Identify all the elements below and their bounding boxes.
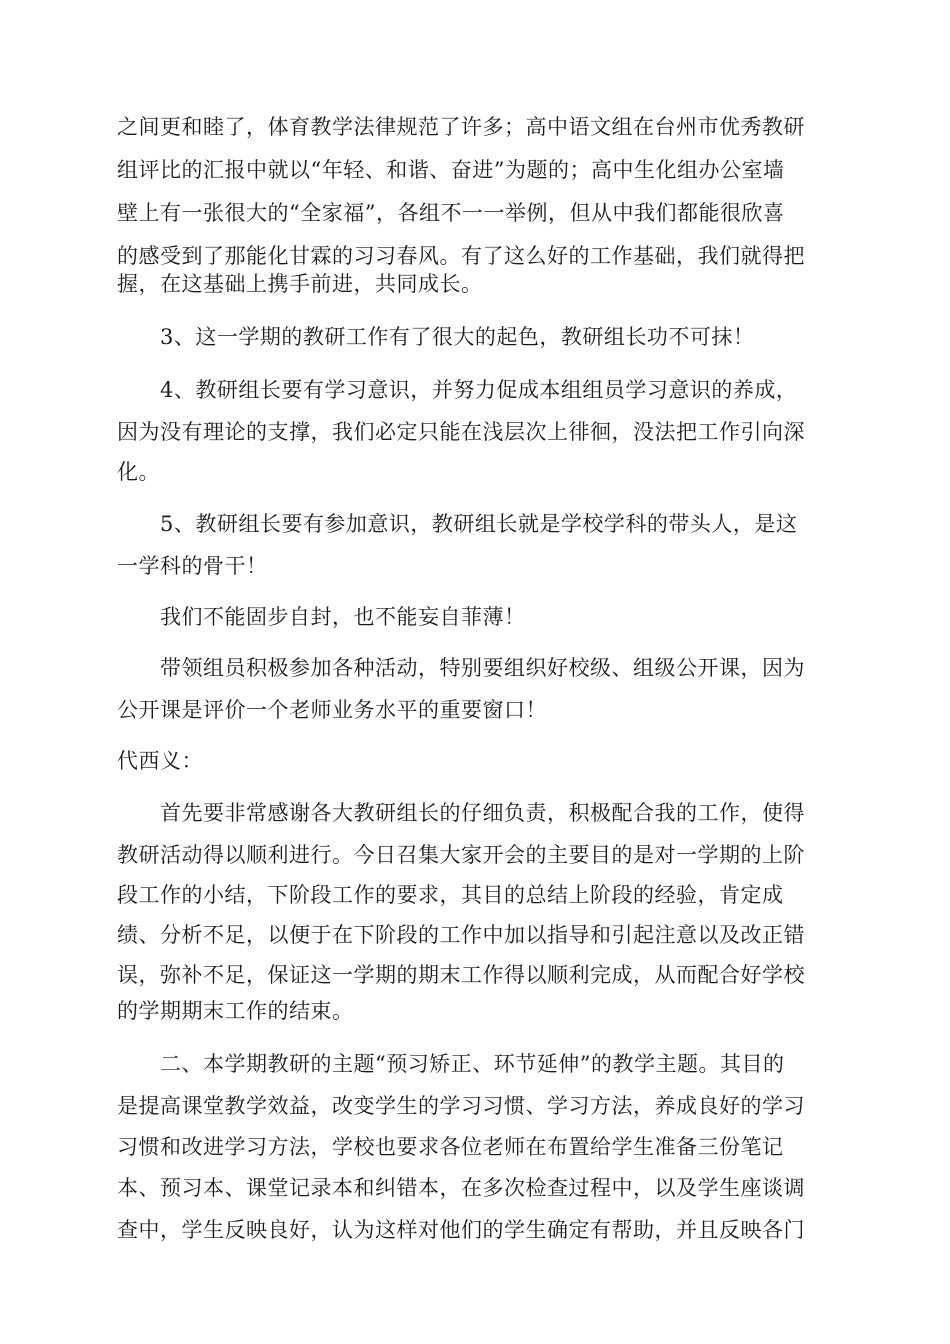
text-line: 化。 — [117, 460, 160, 484]
text-line: 是提高课堂教学效益，改变学生的学习习惯、学习方法，养成良好的学习 — [117, 1094, 805, 1118]
text-line: 查中，学生反映良好，认为这样对他们的学生确定有帮助，并且反映各门 — [117, 1218, 805, 1242]
text-line: 壁上有一张很大的“全家福”，各组不一一举例，但从中我们都能很欣喜 — [117, 201, 785, 225]
text-line: 之间更和睦了，体育教学法律规范了许多；高中语文组在台州市优秀教研 — [117, 115, 805, 139]
speaker-name: 代西义： — [117, 749, 203, 773]
text-line: 习惯和改进学习方法，学校也要求各位老师在布置给学生准备三份笔记 — [117, 1135, 784, 1159]
paragraph-first-line: 5、教研组长要有参加意识，教研组长就是学校学科的带头人，是这 — [160, 512, 798, 536]
paragraph-first-line: 4、教研组长要有学习意识，并努力促成本组组员学习意识的养成， — [160, 378, 798, 402]
text-line: 公开课是评价一个老师业务水平的重要窗口！ — [117, 698, 547, 722]
text-line: 的感受到了那能化甘霖的习习春风。有了这么好的工作基础，我们就得把 — [117, 244, 805, 268]
paragraph-first-line: 二、本学期教研的主题“预习矫正、环节延伸”的教学主题。其目的 — [160, 1052, 785, 1076]
paragraph-first-line: 首先要非常感谢各大教研组长的仔细负责，积极配合我的工作，使得 — [160, 801, 805, 825]
text-line: 组评比的汇报中就以“年轻、和谐、奋进”为题的；高中生化组办公室墙 — [117, 158, 785, 182]
paragraph-first-line: 3、这一学期的教研工作有了很大的起色，教研组长功不可抹！ — [160, 325, 755, 349]
text-line: 本、预习本、课堂记录本和纠错本，在多次检查过程中，以及学生座谈调 — [117, 1176, 805, 1200]
paragraph-first-line: 我们不能固步自封，也不能妄自菲薄！ — [160, 605, 526, 629]
text-line: 的学期期末工作的结束。 — [117, 999, 354, 1023]
text-line: 握，在这基础上携手前进，共同成长。 — [117, 272, 483, 296]
text-line: 一学科的骨干！ — [117, 554, 268, 578]
paragraph-first-line: 带领组员积极参加各种活动，特别要组织好校级、组级公开课，因为 — [160, 656, 805, 680]
text-line: 绩、分析不足，以便于在下阶段的工作中加以指导和引起注意以及改正错 — [117, 923, 805, 947]
text-line: 因为没有理论的支撑，我们必定只能在浅层次上徘徊，没法把工作引向深 — [117, 420, 805, 444]
text-line: 段工作的小结，下阶段工作的要求，其目的总结上阶段的经验，肯定成 — [117, 883, 784, 907]
text-line: 误，弥补不足，保证这一学期的期末工作得以顺利完成，从而配合好学校 — [117, 963, 805, 987]
text-line: 教研活动得以顺利进行。今日召集大家开会的主要目的是对一学期的上阶 — [117, 843, 805, 867]
